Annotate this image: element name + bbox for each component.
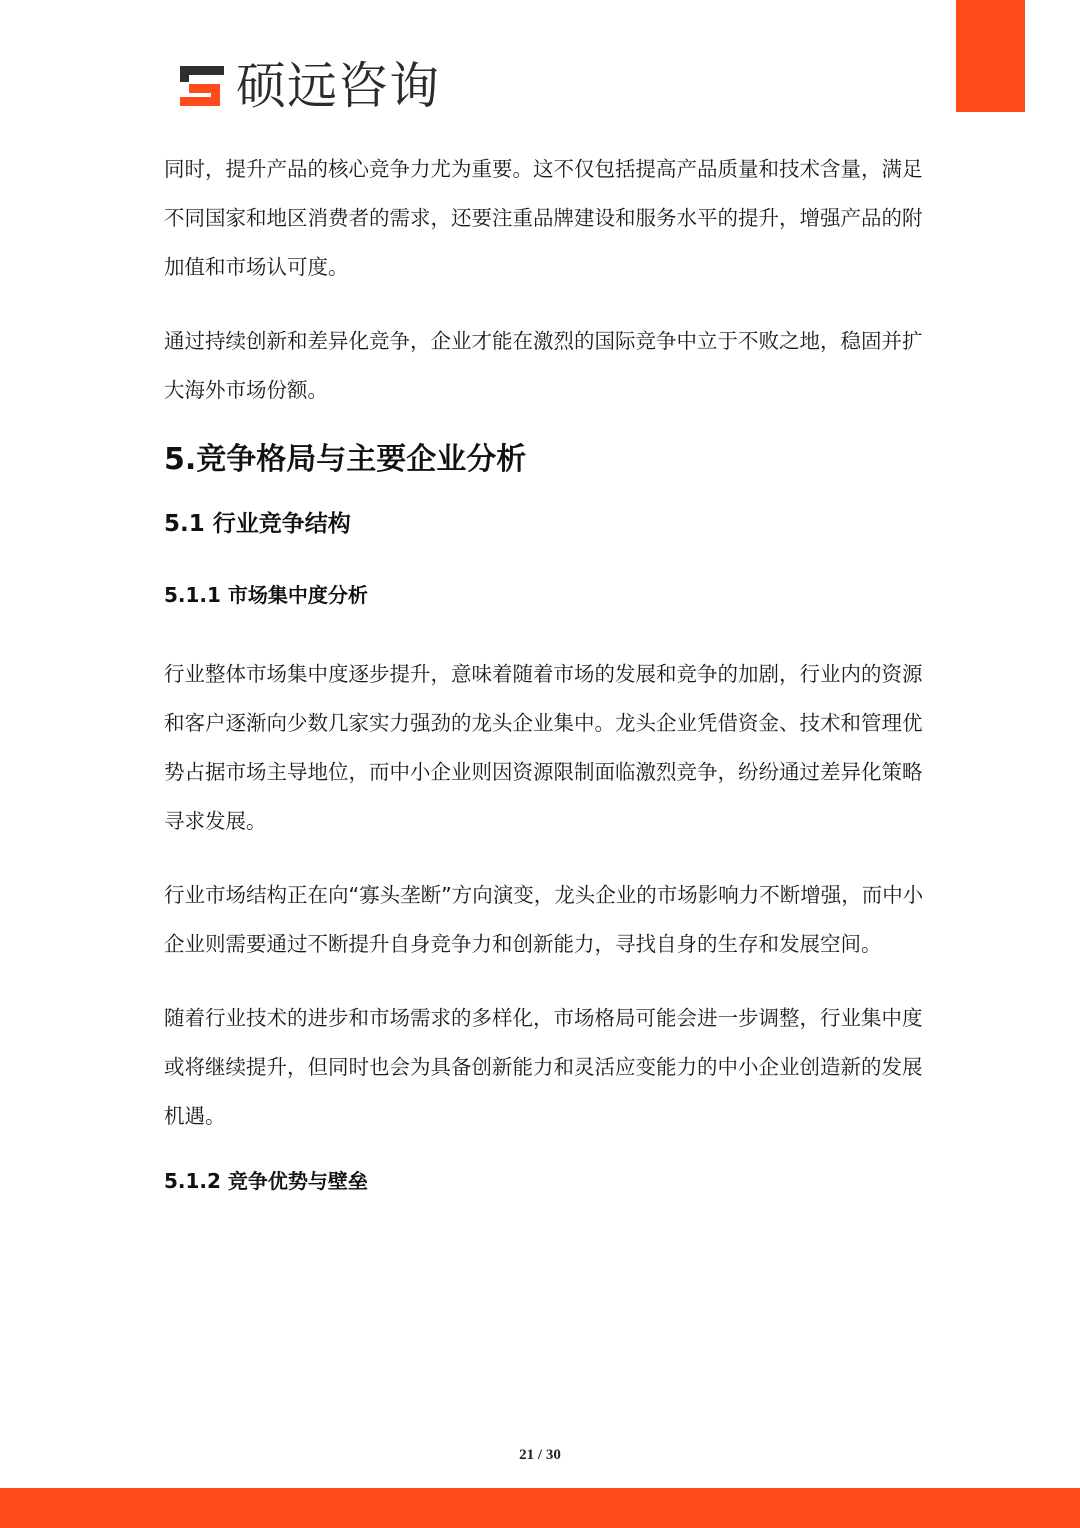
document-body — [164, 145, 924, 1236]
corner-accent-tab — [956, 0, 1025, 112]
brand-header — [176, 58, 440, 114]
subsection-heading: 5.1 行业竞争结构 — [164, 511, 351, 537]
section-heading: 5.竞争格局与主要企业分析 — [164, 442, 527, 477]
paragraph: 行业整体市场集中度逐步提升，意味着随着市场的发展和竞争的加剧，行业内的资源和客户逐渐向少数几家实力强劲的龙头企业集中。龙头企业凭借资金、技术和管理优势占据市场主导地位，而中小企业则因资源限制面临激烈竞争，纷纷通过差异化策略寻求发展。 — [164, 662, 923, 833]
footer-accent-bar — [0, 1488, 1080, 1528]
subsubsection-heading: 5.1.1 市场集中度分析 — [164, 583, 368, 607]
paragraph: 同时，提升产品的核心竞争力尤为重要。这不仅包括提高产品质量和技术含量，满足不同国家和地区消费者的需求，还要注重品牌建设和服务水平的提升，增强产品的附加值和市场认可度。 — [164, 157, 923, 279]
subsubsection-heading: 5.1.2 竞争优势与壁垒 — [164, 1169, 368, 1193]
paragraph: 随着行业技术的进步和市场需求的多样化，市场格局可能会进一步调整，行业集中度或将继续提升，但同时也会为具备创新能力和灵活应变能力的中小企业创造新的发展机遇。 — [164, 1006, 923, 1128]
brand-name: 硕远咨询 — [236, 57, 440, 115]
page-number: 21 / 30 — [519, 1447, 561, 1463]
paragraph: 行业市场结构正在向“寡头垄断”方向演变，龙头企业的市场影响力不断增强，而中小企业则需要通过不断提升自身竞争力和创新能力，寻找自身的生存和发展空间。 — [164, 883, 924, 956]
brand-logo-icon — [176, 62, 228, 110]
paragraph: 通过持续创新和差异化竞争，企业才能在激烈的国际竞争中立于不败之地，稳固并扩大海外市场份额。 — [164, 329, 923, 402]
